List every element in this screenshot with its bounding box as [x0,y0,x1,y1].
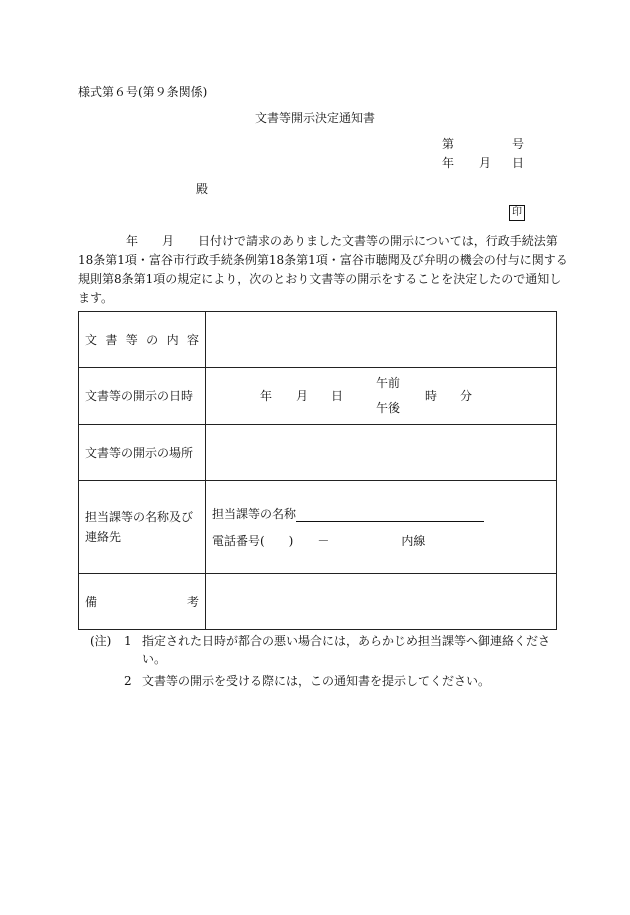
document-title: 文書等開示決定通知書 [255,111,376,125]
notes-prefix: (注) [90,634,112,648]
dt-minute: 分 [460,389,473,403]
label-remarks [79,574,206,630]
date-day: 日 [512,156,525,170]
field-remarks[interactable] [206,574,557,630]
field-contact[interactable] [206,481,557,574]
label-char: 書 [105,332,118,347]
row-document-content [79,312,557,368]
label-disclosure-place: 文書等の開示の場所 [79,425,206,481]
ref-go: 号 [512,137,525,151]
addressee-dono: 殿 [196,182,209,196]
note1-line1: 指定された日時が都合の悪い場合には，あらかじめ担当課等へ御連絡くださ [142,634,551,648]
dt-pm[interactable]: 午後 [376,401,401,415]
dept-name-underline[interactable] [296,521,484,522]
dept-name-label: 担当課等の名称 [212,507,297,521]
body-line: ます。 [78,291,114,305]
remarks-char-right: 考 [186,594,199,609]
date-year: 年 [442,156,455,170]
note1-number: 1 [124,634,132,648]
label-char: 容 [186,332,199,347]
body-paragraph [78,232,568,308]
remarks-char-left: 備 [85,594,98,609]
row-remarks [79,574,557,630]
label-disclosure-datetime: 文書等の開示の日時 [79,368,206,425]
label-char: 内 [166,332,179,347]
form-number: 様式第６号(第９条関係) [78,85,208,99]
disclosure-form-table [78,311,557,630]
field-document-content[interactable] [206,312,557,368]
seal-stamp: 印 [509,205,525,221]
row-disclosure-place [79,425,557,481]
phone-label: 電話番号( ) － 内線 [212,534,426,548]
field-disclosure-datetime[interactable] [206,368,557,425]
label-char: 等 [125,332,138,347]
label-contact-line2: 連絡先 [85,530,122,544]
field-disclosure-place[interactable] [206,425,557,481]
dt-month: 月 [296,389,309,403]
label-char: 文 [85,332,98,347]
body-line: 規則第8条第1項の規定により，次のとおり文書等の開示をすることを決定したので通知し [78,272,562,286]
label-contact-line1: 担当課等の名称及び [85,510,194,524]
row-contact [79,481,557,574]
label-document-content [79,312,206,368]
dt-hour: 時 [425,389,438,403]
dt-day: 日 [331,389,344,403]
note1-line2: い。 [142,652,167,666]
label-char: の [146,332,159,347]
dt-am[interactable]: 午前 [376,376,401,390]
row-disclosure-datetime [79,368,557,425]
body-line: 年 月 日付けで請求のありました文書等の開示については，行政手続法第 [78,234,558,248]
label-contact [79,481,206,574]
note2-number: 2 [124,674,132,688]
body-line: 18条第1項・富谷市行政手続条例第18条第1項・富谷市聴聞及び弁明の機会の付与に関する [78,253,568,267]
date-month: 月 [479,156,492,170]
note2-text: 文書等の開示を受ける際には，この通知書を提示してください。 [142,674,491,688]
ref-dai: 第 [442,137,455,151]
dt-year: 年 [260,389,273,403]
